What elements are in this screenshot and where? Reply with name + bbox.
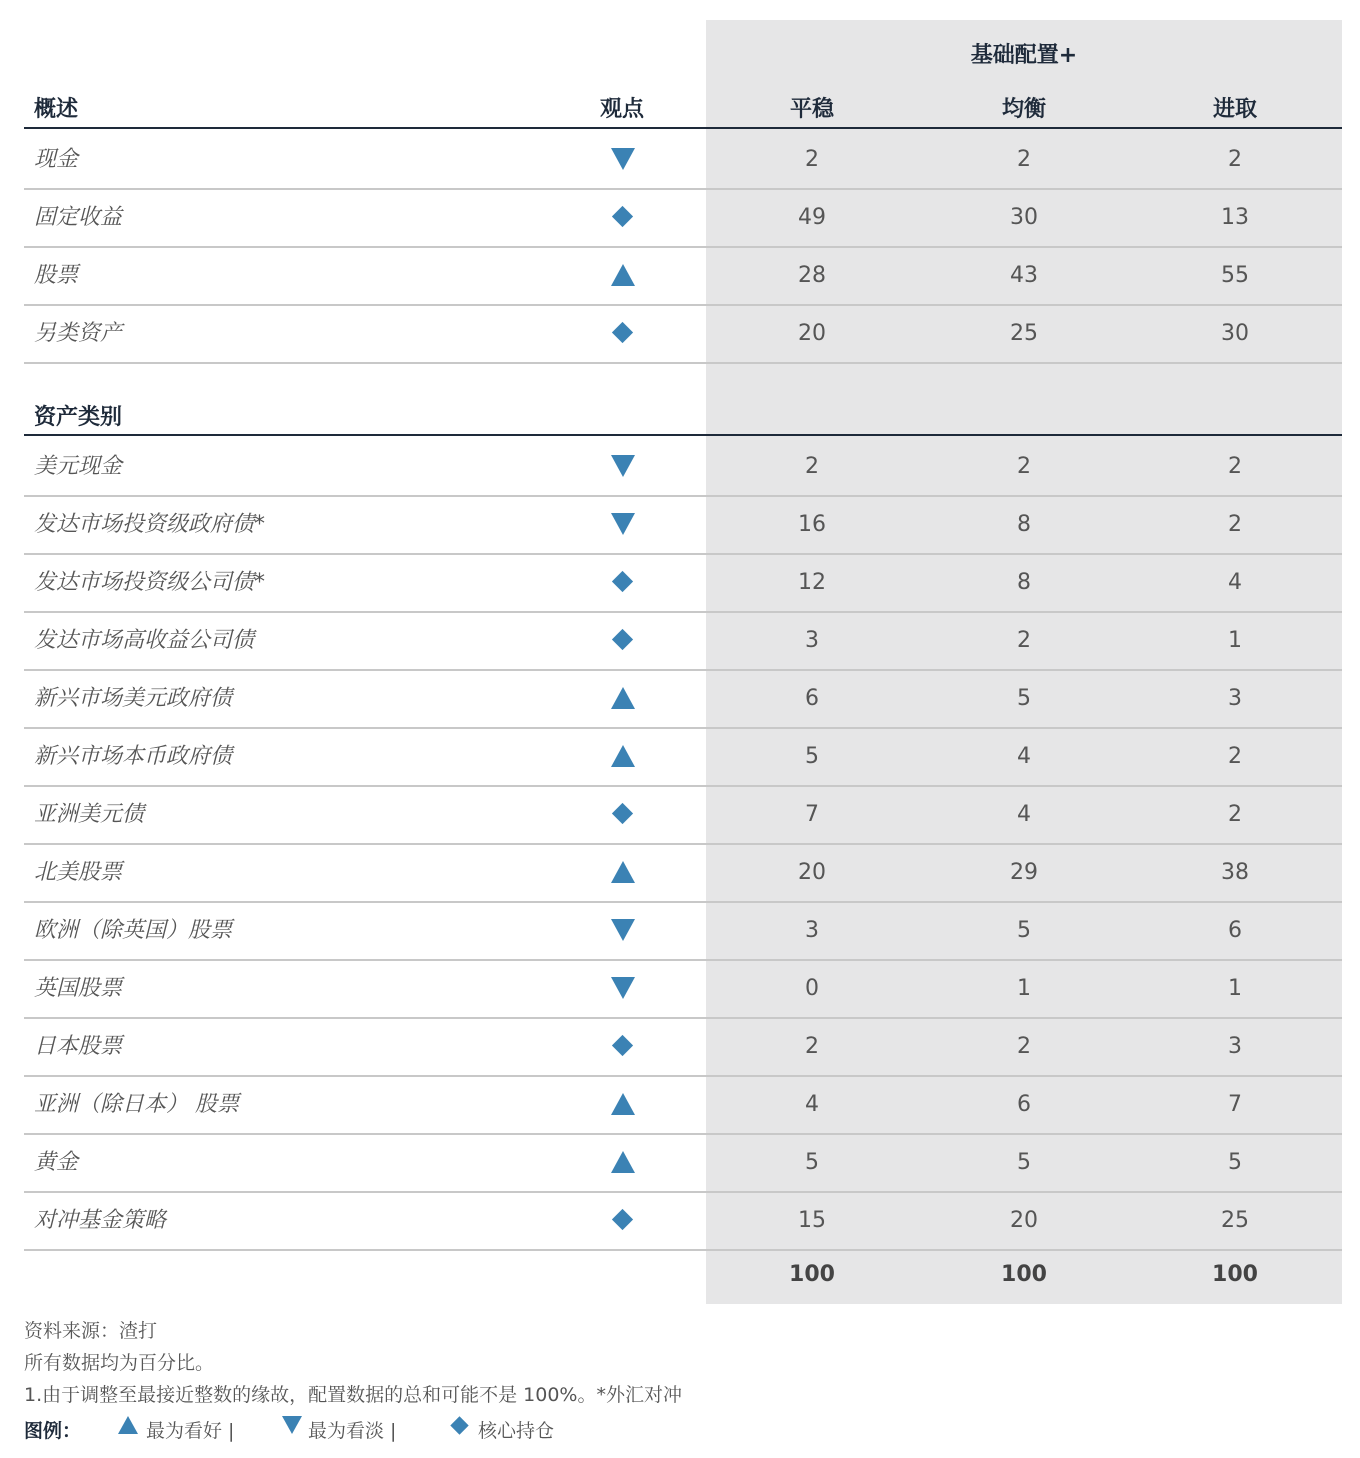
cell-balanced: 8	[1017, 512, 1031, 537]
table-row	[24, 437, 1342, 495]
cell-balanced: 20	[1010, 1208, 1038, 1233]
row-label: 对冲基金策略	[34, 1208, 167, 1233]
triangle-up-icon	[611, 744, 635, 768]
row-label: 现金	[34, 147, 79, 172]
source-note: 资料来源：渣打	[24, 1320, 158, 1342]
triangle-down-icon	[611, 512, 635, 536]
row-label: 新兴市场美元政府债	[34, 686, 233, 711]
cell-balanced: 4	[1017, 744, 1031, 769]
col-header-view: 观点	[600, 97, 645, 122]
triangle-down-icon	[611, 918, 635, 942]
triangle-up-icon	[611, 263, 635, 287]
table-row	[24, 304, 1342, 362]
legend-down-label: 最为看淡 |	[308, 1420, 397, 1442]
legend	[24, 1414, 724, 1444]
diamond-icon	[611, 205, 635, 229]
cell-stable: 0	[805, 976, 819, 1001]
cell-stable: 2	[805, 454, 819, 479]
cell-stable: 28	[798, 263, 826, 288]
total-aggressive: 100	[1212, 1262, 1258, 1287]
table-row	[24, 1017, 1342, 1075]
legend-title: 图例：	[24, 1420, 82, 1442]
cell-stable: 5	[805, 1150, 819, 1175]
cell-aggressive: 4	[1228, 570, 1242, 595]
cell-balanced: 43	[1010, 263, 1038, 288]
table-row	[24, 785, 1342, 843]
table-row	[24, 611, 1342, 669]
cell-balanced: 2	[1017, 147, 1031, 172]
cell-balanced: 6	[1017, 1092, 1031, 1117]
cell-stable: 12	[798, 570, 826, 595]
cell-balanced: 30	[1010, 205, 1038, 230]
row-divider	[24, 362, 1342, 364]
cell-aggressive: 30	[1221, 321, 1249, 346]
diamond-icon	[611, 628, 635, 652]
cell-balanced: 5	[1017, 918, 1031, 943]
percent-note: 所有数据均为百分比。	[24, 1352, 215, 1374]
col-header-aggressive: 进取	[1212, 97, 1257, 122]
triangle-down-icon	[611, 454, 635, 478]
row-label: 亚洲美元债	[34, 802, 145, 827]
row-label: 固定收益	[34, 205, 123, 230]
cell-aggressive: 13	[1221, 205, 1249, 230]
header-rule	[24, 127, 1342, 129]
group-title: 基础配置+	[970, 43, 1078, 68]
col-header-stable: 平稳	[789, 97, 834, 122]
row-label: 发达市场投资级公司债*	[34, 570, 266, 595]
diamond-icon	[611, 570, 635, 594]
cell-stable: 7	[805, 802, 819, 827]
table-row	[24, 1133, 1342, 1191]
row-label: 股票	[34, 263, 79, 288]
cell-balanced: 2	[1017, 454, 1031, 479]
diamond-icon	[450, 1416, 469, 1435]
cell-balanced: 4	[1017, 802, 1031, 827]
row-label: 另类资产	[34, 321, 123, 346]
table-row	[24, 495, 1342, 553]
table-row	[24, 959, 1342, 1017]
diamond-icon	[611, 802, 635, 826]
cell-stable: 20	[798, 321, 826, 346]
row-label: 黄金	[34, 1150, 79, 1175]
row-label: 北美股票	[34, 860, 123, 885]
cell-stable: 3	[805, 628, 819, 653]
table-row	[24, 901, 1342, 959]
triangle-up-icon	[611, 686, 635, 710]
table-row	[24, 1075, 1342, 1133]
row-label: 新兴市场本币政府债	[34, 744, 233, 769]
cell-aggressive: 2	[1228, 744, 1242, 769]
total-stable: 100	[789, 1262, 835, 1287]
cell-stable: 2	[805, 1034, 819, 1059]
legend-up-label: 最为看好 |	[146, 1420, 235, 1442]
section-rule	[24, 434, 1342, 436]
cell-stable: 20	[798, 860, 826, 885]
table-row	[24, 130, 1342, 188]
cell-balanced: 5	[1017, 1150, 1031, 1175]
col-header-overview: 概述	[34, 97, 79, 122]
table-row	[24, 669, 1342, 727]
row-divider	[24, 1249, 1342, 1251]
cell-aggressive: 5	[1228, 1150, 1242, 1175]
cell-aggressive: 1	[1228, 976, 1242, 1001]
diamond-icon	[611, 1034, 635, 1058]
table-row	[24, 188, 1342, 246]
cell-balanced: 2	[1017, 1034, 1031, 1059]
row-label: 亚洲（除日本） 股票	[34, 1092, 239, 1117]
cell-stable: 49	[798, 205, 826, 230]
cell-aggressive: 2	[1228, 512, 1242, 537]
cell-stable: 3	[805, 918, 819, 943]
legend-core-label: 核心持仓	[478, 1420, 555, 1442]
cell-aggressive: 2	[1228, 147, 1242, 172]
cell-aggressive: 1	[1228, 628, 1242, 653]
col-header-balanced: 均衡	[1001, 97, 1046, 122]
footnote: 1.由于调整至最接近整数的缘故，配置数据的总和可能不是 100%。*外汇对冲	[24, 1384, 682, 1406]
diamond-icon	[611, 321, 635, 345]
table-row	[24, 553, 1342, 611]
section-title-asset-classes: 资产类别	[34, 405, 123, 430]
row-label: 英国股票	[34, 976, 123, 1001]
table-row	[24, 246, 1342, 304]
cell-balanced: 1	[1017, 976, 1031, 1001]
cell-balanced: 29	[1010, 860, 1038, 885]
total-balanced: 100	[1001, 1262, 1047, 1287]
cell-aggressive: 25	[1221, 1208, 1249, 1233]
cell-aggressive: 2	[1228, 802, 1242, 827]
row-label: 发达市场投资级政府债*	[34, 512, 266, 537]
cell-balanced: 25	[1010, 321, 1038, 346]
cell-balanced: 8	[1017, 570, 1031, 595]
cell-aggressive: 3	[1228, 686, 1242, 711]
cell-aggressive: 3	[1228, 1034, 1242, 1059]
row-label: 欧洲（除英国）股票	[34, 918, 233, 943]
triangle-down-icon	[611, 147, 635, 171]
cell-balanced: 2	[1017, 628, 1031, 653]
cell-stable: 2	[805, 147, 819, 172]
triangle-down-icon	[282, 1416, 302, 1434]
cell-stable: 6	[805, 686, 819, 711]
cell-stable: 4	[805, 1092, 819, 1117]
row-label: 日本股票	[34, 1034, 123, 1059]
triangle-up-icon	[118, 1416, 138, 1434]
cell-stable: 5	[805, 744, 819, 769]
triangle-down-icon	[611, 976, 635, 1000]
table-row	[24, 843, 1342, 901]
triangle-up-icon	[611, 860, 635, 884]
table-row	[24, 727, 1342, 785]
row-label: 美元现金	[34, 454, 123, 479]
triangle-up-icon	[611, 1150, 635, 1174]
cell-aggressive: 2	[1228, 454, 1242, 479]
cell-balanced: 5	[1017, 686, 1031, 711]
table-row	[24, 1191, 1342, 1249]
cell-stable: 15	[798, 1208, 826, 1233]
cell-aggressive: 7	[1228, 1092, 1242, 1117]
cell-stable: 16	[798, 512, 826, 537]
triangle-up-icon	[611, 1092, 635, 1116]
diamond-icon	[611, 1208, 635, 1232]
cell-aggressive: 38	[1221, 860, 1249, 885]
cell-aggressive: 6	[1228, 918, 1242, 943]
row-label: 发达市场高收益公司债	[34, 628, 255, 653]
cell-aggressive: 55	[1221, 263, 1249, 288]
